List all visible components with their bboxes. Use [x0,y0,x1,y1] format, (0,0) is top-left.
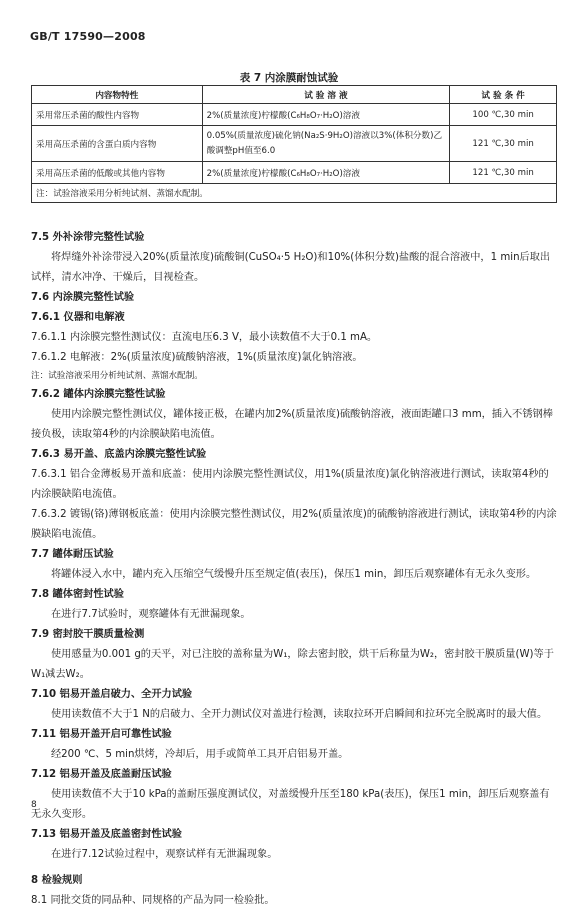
cell-condition: 100 ℃,30 min [450,104,557,126]
table-row [32,104,557,126]
paragraph: 使用感量为0.001 g的天平，对已注胶的盖称量为W₁，除去密封胶，烘干后称量为W₂，密封胶干膜质量(W)等于W₁减去W₂。 [31,649,554,680]
section-heading: 7.11 铝易开盖开启可靠性试验 [31,729,172,740]
paragraph: 在进行7.7试验时，观察罐体有无泄漏现象。 [51,609,251,620]
col-header-condition: 试 验 条 件 [450,86,557,104]
col-header-solution: 试 验 溶 液 [202,86,450,104]
section-heading: 7.8 罐体密封性试验 [31,589,124,600]
section-heading: 7.7 罐体耐压试验 [31,549,114,560]
paragraph: 经200 ℃、5 min烘烤，冷却后，用手或简单工具开启铝易开盖。 [51,749,349,760]
col-header-content: 内容物特性 [32,86,203,104]
section-heading: 7.6.2 罐体内涂膜完整性试验 [31,389,166,400]
paragraph: 在进行7.12试验过程中，观察试样有无泄漏现象。 [51,849,278,860]
section-heading: 7.6.3 易开盖、底盖内涂膜完整性试验 [31,449,207,460]
cell-content: 采用高压杀菌的含蛋白质内容物 [32,126,203,162]
paragraph: 7.6.3.1 铝合金薄板易开盖和底盖：使用内涂膜完整性测试仪，用1%(质量浓度)氯化钠溶液进行测试，读取第4秒的内涂膜缺陷电流值。 [31,469,549,500]
cell-content: 采用高压杀菌的低酸或其他内容物 [32,162,203,184]
paragraph: 7.6.3.2 镀锡(铬)薄钢板底盖：使用内涂膜完整性测试仪，用2%(质量浓度)的硫酸钠溶液进行测试，读取第4秒的内涂膜缺陷电流值。 [31,509,557,540]
paragraph: 使用内涂膜完整性测试仪，罐体接正极，在罐内加2%(质量浓度)硫酸钠溶液，液面距罐口3 mm，插入不锈钢棒接负极，读取第4秒的内涂膜缺陷电流值。 [31,409,553,440]
table-note-row [32,184,557,203]
note: 注：试验溶液采用分析纯试剂、蒸馏水配制。 [31,371,203,381]
section-heading: 7.6.1 仪器和电解液 [31,312,125,323]
paragraph: 8.1 同批交货的同品种、同规格的产品为同一检验批。 [31,895,275,906]
paragraph: 7.6.1.2 电解液：2%(质量浓度)硫酸钠溶液，1%(质量浓度)氯化钠溶液。 [31,352,363,363]
table-row [32,126,557,162]
section-heading: 7.12 铝易开盖及底盖耐压试验 [31,769,172,780]
paragraph: 7.6.1.1 内涂膜完整性测试仪：直流电压6.3 V，最小读数值不大于0.1 mA。 [31,332,378,343]
cell-solution: 2%(质量浓度)柠檬酸(C₆H₈O₇·H₂O)溶液 [202,104,450,126]
cell-condition: 121 ℃,30 min [450,162,557,184]
paragraph: 使用读数值不大于1 N的启破力、全开力测试仪对盖进行检测，读取拉环开启瞬间和拉环完全脱离时的最大值。 [51,709,548,720]
section-heading: 7.10 铝易开盖启破力、全开力试验 [31,689,193,700]
paragraph: 将罐体浸入水中，罐内充入压缩空气缓慢升压至规定值(表压)，保压1 min，卸压后观察罐体有无永久变形。 [51,569,537,580]
standard-number: GB/T 17590—2008 [30,30,146,43]
paragraph: 将焊缝外补涂带浸入20%(质量浓度)硫酸铜(CuSO₄·5 H₂O)和10%(体积分数)盐酸的混合溶液中，1 min后取出试样，清水冲净、干燥后，目视检查。 [31,252,551,283]
body-text [31,228,557,911]
table-caption: 表 7 内涂膜耐蚀试验 [239,72,339,84]
table-note: 注：试验溶液采用分析纯试剂、蒸馏水配制。 [32,184,557,203]
table-row [32,162,557,184]
cell-condition: 121 ℃,30 min [450,126,557,162]
cell-content: 采用常压杀菌的酸性内容物 [32,104,203,126]
page-number: 8 [31,800,37,810]
cell-solution: 2%(质量浓度)柠檬酸(C₆H₈O₇·H₂O)溶液 [202,162,450,184]
section-heading: 7.6 内涂膜完整性试验 [31,292,135,303]
table-header-row [32,86,557,104]
paragraph: 使用读数值不大于10 kPa的盖耐压强度测试仪，对盖缓慢升压至180 kPa(表压)，保压1 min，卸压后观察盖有无永久变形。 [31,789,550,820]
section-heading: 7.5 外补涂带完整性试验 [31,232,145,243]
cell-solution: 0.05%(质量浓度)硫化钠(Na₂S·9H₂O)溶液以3%(体积分数)乙酸调整pH值至6.0 [202,126,450,162]
section-heading: 7.9 密封胶干膜质量检测 [31,629,145,640]
section-heading: 7.13 铝易开盖及底盖密封性试验 [31,829,182,840]
corrosion-test-table [31,85,557,203]
chapter-heading: 8 检验规则 [31,875,83,886]
